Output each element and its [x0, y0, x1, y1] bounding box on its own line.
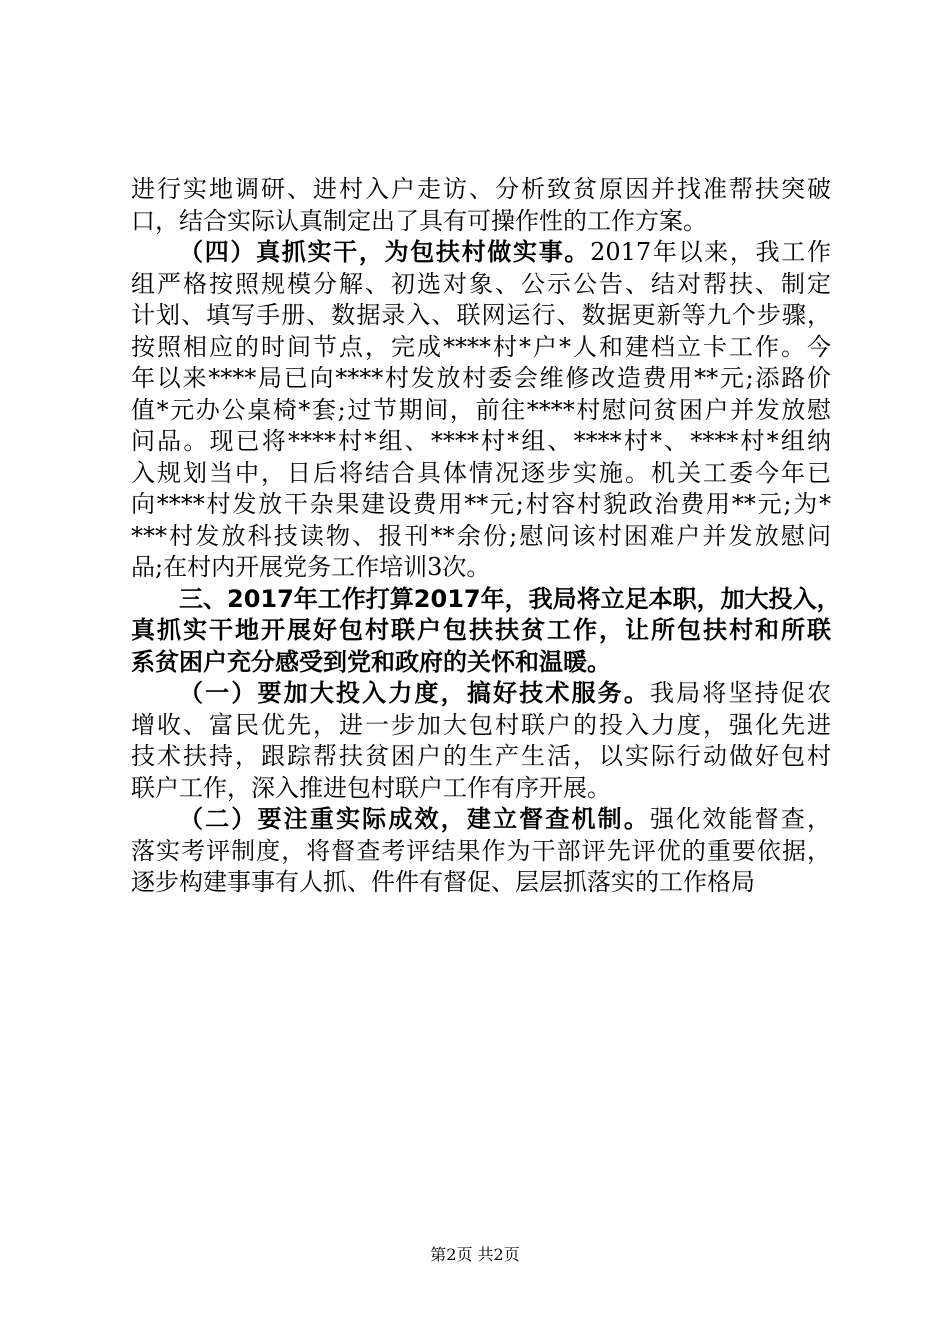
bold-line: 系贫困户充分感受到党和政府的关怀和温暖。 — [131, 647, 611, 676]
body-line: 按照相应的时间节点，完成****村*户*人和建档立卡工作。今 — [131, 332, 831, 361]
page-footer — [0, 1245, 950, 1265]
section-heading: 三、2017年工作打算2017年，我局将立足本职，加大投入， — [179, 584, 841, 613]
body-line: 年以来****局已向****村发放村委会维修改造费用**元;添路价 — [131, 364, 831, 392]
body-line: 落实考评制度，将督查考评结果作为干部评先评优的重要依据， — [131, 836, 831, 865]
body-line: 计划、填写手册、数据录入、联网运行、数据更新等九个步骤， — [131, 301, 831, 329]
section-heading: （一）要加大投入力度，搞好技术服务。 — [179, 679, 650, 707]
body-line: 向****村发放干杂果建设费用**元;村容村貌政治费用**元;为* — [131, 490, 831, 518]
section-heading-line — [131, 584, 841, 616]
body-line: 联户工作，深入推进包村联户工作有序开展。 — [131, 773, 611, 802]
body-line: 问品。现已将****村*组、****村*组、****村*、****村*组纳 — [131, 427, 831, 455]
section-heading-line: （二）要注重实际成效，建立督查机制。强化效能督查， — [179, 805, 831, 833]
body-line: 入规划当中，日后将结合具体情况逐步实施。机关工委今年已 — [131, 458, 831, 487]
body-line: 口，结合实际认真制定出了具有可操作性的工作方案。 — [131, 206, 707, 235]
bold-line: 真抓实干地开展好包村联户包扶扶贫工作，让所包扶村和所联 — [131, 616, 831, 644]
body-line: 值*元办公桌椅*套;过节期间，前往****村慰问贫困户并发放慰 — [131, 395, 831, 424]
section-heading: （二）要注重实际成效，建立督查机制。 — [179, 805, 650, 833]
body-line: 增收、富民优先，进一步加大包村联户的投入力度，强化先进 — [131, 710, 831, 739]
body-line: 技术扶持，跟踪帮扶贫困户的生产生活，以实际行动做好包村 — [131, 742, 831, 770]
section-heading-line: （四）真抓实干，为包扶村做实事。2017年以来，我工作 — [179, 238, 832, 266]
page-number: 第2页 共2页 — [430, 1245, 520, 1264]
body-line: ***村发放科技读物、报刊**余份;慰问该村困难户并发放慰问 — [131, 521, 831, 550]
body-line: 品;在村内开展党务工作培训3次。 — [131, 553, 491, 581]
section-heading-line: （一）要加大投入力度，搞好技术服务。我局将坚持促农 — [179, 679, 831, 707]
body-line: 进行实地调研、进村入户走访、分析致贫原因并找准帮扶突破 — [131, 175, 831, 203]
body-line: 组严格按照规模分解、初选对象、公示公告、结对帮扶、制定 — [131, 269, 831, 298]
document-body — [131, 174, 841, 899]
section-heading: （四）真抓实干，为包扶村做实事。 — [179, 238, 591, 266]
body-line: 逐步构建事事有人抓、件件有督促、层层抓落实的工作格局 — [131, 868, 755, 896]
